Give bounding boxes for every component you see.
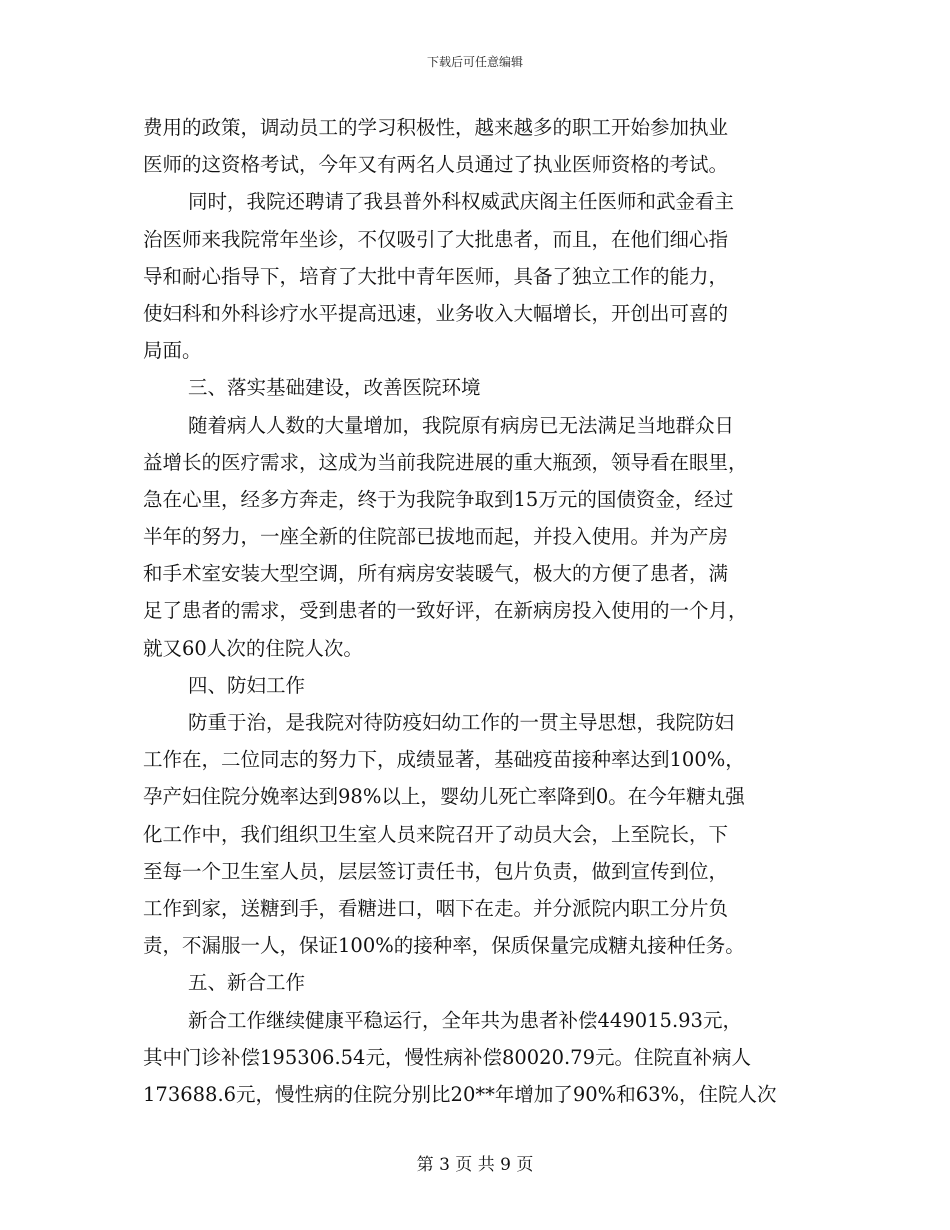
paragraph-line: 局面。 xyxy=(143,339,202,363)
paragraph-line: 治医师来我院常年坐诊，不仅吸引了大批患者，而且，在他们细心指 xyxy=(143,227,729,251)
paragraph-first-line: 五、新合工作 xyxy=(188,971,306,995)
document-body xyxy=(143,109,811,1113)
paragraph-line: 导和耐心指导下，培育了大批中青年医师，具备了独立工作的能力， xyxy=(143,264,729,288)
paragraph-first-line: 三、落实基础建设，改善医院环境 xyxy=(188,376,481,400)
paragraph-line: 化工作中，我们组织卫生室人员来院召开了动员大会，上至院长，下 xyxy=(143,822,729,846)
paragraph-line: 至每一个卫生室人员，层层签订责任书，包片负责，做到宣传到位， xyxy=(143,859,729,883)
paragraph-line: 其中门诊补偿195306.54元，慢性病补偿80020.79元。住院直补病人 xyxy=(143,1045,751,1069)
paragraph-line: 费用的政策，调动员工的学习积极性，越来越多的职工开始参加执业 xyxy=(143,116,729,139)
paragraph-line: 半年的努力，一座全新的住院部已拔地而起，并投入使用。并为产房 xyxy=(143,525,729,549)
paragraph-line: 责，不漏服一人，保证100%的接种率，保质保量完成糖丸接种任务。 xyxy=(143,934,745,958)
paragraph-line: 和手术室安装大型空调，所有病房安装暖气，极大的方便了患者，满 xyxy=(143,562,729,586)
paragraph-first-line: 同时，我院还聘请了我县普外科权威武庆阁主任医师和武金看主 xyxy=(188,190,735,214)
paragraph-first-line: 新合工作继续健康平稳运行，全年共为患者补偿449015.93元， xyxy=(188,1008,742,1032)
page-number: 第 3 页 共 9 页 xyxy=(416,1155,534,1175)
paragraph-line: 173688.6元，慢性病的住院分别比20**年增加了90%和63%，住院人次 xyxy=(143,1082,777,1106)
paragraph-line: 使妇科和外科诊疗水平提高迅速，业务收入大幅增长，开创出可喜的 xyxy=(143,301,729,325)
paragraph-line: 益增长的医疗需求，这成为当前我院进展的重大瓶颈，领导看在眼里， xyxy=(143,450,748,474)
paragraph-line: 工作到家，送糖到手，看糖进口，咽下在走。并分派院内职工分片负 xyxy=(143,896,729,920)
paragraph-first-line: 防重于治，是我院对待防疫妇幼工作的一贯主导思想，我院防妇 xyxy=(188,711,735,734)
paragraph-line: 医师的这资格考试，今年又有两名人员通过了执业医师资格的考试。 xyxy=(143,153,729,177)
paragraph-line: 急在心里，经多方奔走，终于为我院争取到15万元的国债资金，经过 xyxy=(143,487,734,511)
paragraph-line: 孕产妇住院分娩率达到98%以上，婴幼儿死亡率降到0。在今年糖丸强 xyxy=(143,785,745,809)
paragraph-first-line: 四、防妇工作 xyxy=(188,673,306,697)
paragraph-line: 足了患者的需求，受到患者的一致好评，在新病房投入使用的一个月， xyxy=(143,599,748,623)
paragraph-first-line: 随着病人人数的大量增加，我院原有病房已无法满足当地群众日 xyxy=(188,413,735,437)
page-header: 下载后可任意编辑 xyxy=(426,55,523,69)
paragraph-line: 就又60人次的住院人次。 xyxy=(143,636,363,660)
paragraph-line: 工作在，二位同志的努力下，成绩显著，基础疫苗接种率达到100%， xyxy=(143,748,745,772)
